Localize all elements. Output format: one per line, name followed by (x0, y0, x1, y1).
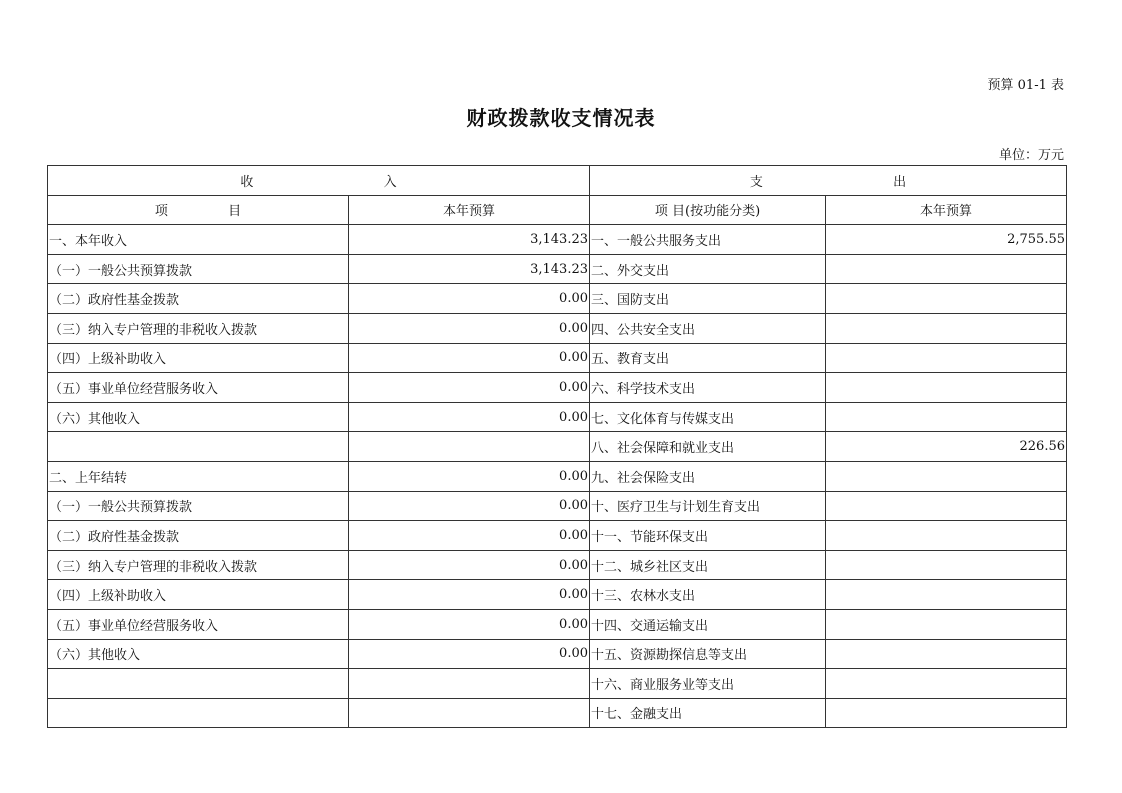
table-row (48, 698, 1067, 728)
table-body (48, 225, 1067, 728)
table-row (48, 461, 1067, 491)
income-item-cell: （一）一般公共预算拨款 (48, 491, 349, 521)
income-value-cell (349, 432, 590, 462)
table-row (48, 373, 1067, 403)
expense-value-cell (826, 609, 1067, 639)
income-value-cell: 0.00 (349, 461, 590, 491)
income-value-cell: 0.00 (349, 343, 590, 373)
income-item-cell: （三）纳入专户管理的非税收入拨款 (48, 550, 349, 580)
income-item-cell: （五）事业单位经营服务收入 (48, 373, 349, 403)
table-row (48, 313, 1067, 343)
income-value-cell: 0.00 (349, 284, 590, 314)
income-item-cell: （二）政府性基金拨款 (48, 284, 349, 314)
budget-column-header-left: 本年预算 (349, 195, 590, 225)
income-item-cell: （四）上级补助收入 (48, 343, 349, 373)
item-col-char-a: 项 (154, 204, 168, 220)
expense-item-cell: 八、社会保障和就业支出 (590, 432, 826, 462)
table-row (48, 225, 1067, 255)
expense-value-cell (826, 254, 1067, 284)
income-value-cell: 0.00 (349, 609, 590, 639)
expense-item-cell: 十五、资源勘探信息等支出 (590, 639, 826, 669)
income-item-cell: （六）其他收入 (48, 639, 349, 669)
expense-item-cell: 七、文化体育与传媒支出 (590, 402, 826, 432)
table-row (48, 402, 1067, 432)
income-value-cell: 0.00 (349, 521, 590, 551)
expense-value-cell (826, 461, 1067, 491)
table-row (48, 609, 1067, 639)
expense-item-cell: 十六、商业服务业等支出 (590, 669, 826, 699)
expense-value-cell (826, 373, 1067, 403)
income-value-cell (349, 698, 590, 728)
table-row (48, 550, 1067, 580)
income-group-char-a: 收 (240, 174, 254, 190)
table-row (48, 432, 1067, 462)
income-item-cell: （四）上级补助收入 (48, 580, 349, 610)
item-col-char-b: 目 (228, 204, 242, 220)
income-value-cell: 0.00 (349, 550, 590, 580)
income-group-char-b: 入 (383, 174, 397, 190)
income-value-cell: 0.00 (349, 639, 590, 669)
expense-value-cell (826, 402, 1067, 432)
expense-group-char-a: 支 (749, 174, 763, 190)
form-code: 预算 01-1 表 (987, 78, 1064, 93)
expense-item-cell: 十一、节能环保支出 (590, 521, 826, 551)
expense-value-cell (826, 639, 1067, 669)
table-row (48, 284, 1067, 314)
expense-item-cell: 一、一般公共服务支出 (590, 225, 826, 255)
table-row (48, 491, 1067, 521)
expense-value-cell: 2,755.55 (826, 225, 1067, 255)
table-row (48, 669, 1067, 699)
expense-value-cell: 226.56 (826, 432, 1067, 462)
expense-item-cell: 六、科学技术支出 (590, 373, 826, 403)
function-column-header: 项 目(按功能分类) (590, 195, 826, 225)
table-row (48, 639, 1067, 669)
income-value-cell: 0.00 (349, 402, 590, 432)
income-item-cell (48, 669, 349, 699)
group-header-row (48, 166, 1067, 196)
expense-value-cell (826, 580, 1067, 610)
table-row (48, 521, 1067, 551)
expense-item-cell: 十四、交通运输支出 (590, 609, 826, 639)
expense-item-cell: 十二、城乡社区支出 (590, 550, 826, 580)
income-item-cell (48, 432, 349, 462)
expense-item-cell: 四、公共安全支出 (590, 313, 826, 343)
income-item-cell (48, 698, 349, 728)
item-column-header (48, 195, 349, 225)
income-group-header (48, 166, 590, 196)
income-item-cell: （六）其他收入 (48, 402, 349, 432)
income-value-cell: 0.00 (349, 313, 590, 343)
income-value-cell (349, 669, 590, 699)
expense-group-char-b: 出 (893, 174, 907, 190)
expense-value-cell (826, 550, 1067, 580)
budget-column-header-right: 本年预算 (826, 195, 1067, 225)
column-header-row (48, 195, 1067, 225)
expense-value-cell (826, 343, 1067, 373)
expense-item-cell: 十、医疗卫生与计划生育支出 (590, 491, 826, 521)
budget-table (47, 165, 1067, 728)
income-item-cell: （一）一般公共预算拨款 (48, 254, 349, 284)
expense-item-cell: 十七、金融支出 (590, 698, 826, 728)
table-row (48, 343, 1067, 373)
income-item-cell: （二）政府性基金拨款 (48, 521, 349, 551)
expense-value-cell (826, 491, 1067, 521)
expense-value-cell (826, 698, 1067, 728)
unit-label: 单位：万元 (998, 148, 1064, 163)
income-item-cell: （三）纳入专户管理的非税收入拨款 (48, 313, 349, 343)
expense-item-cell: 九、社会保险支出 (590, 461, 826, 491)
expense-item-cell: 五、教育支出 (590, 343, 826, 373)
expense-value-cell (826, 284, 1067, 314)
table-row (48, 254, 1067, 284)
income-value-cell: 3,143.23 (349, 225, 590, 255)
expense-value-cell (826, 521, 1067, 551)
income-value-cell: 0.00 (349, 580, 590, 610)
table-row (48, 580, 1067, 610)
income-value-cell: 3,143.23 (349, 254, 590, 284)
expense-item-cell: 十三、农林水支出 (590, 580, 826, 610)
expense-value-cell (826, 313, 1067, 343)
income-item-cell: 二、上年结转 (48, 461, 349, 491)
expense-group-header (590, 166, 1067, 196)
expense-item-cell: 二、外交支出 (590, 254, 826, 284)
income-value-cell: 0.00 (349, 491, 590, 521)
income-item-cell: （五）事业单位经营服务收入 (48, 609, 349, 639)
income-value-cell: 0.00 (349, 373, 590, 403)
income-item-cell: 一、本年收入 (48, 225, 349, 255)
expense-item-cell: 三、国防支出 (590, 284, 826, 314)
expense-value-cell (826, 669, 1067, 699)
page-title: 财政拨款收支情况表 (466, 106, 656, 130)
